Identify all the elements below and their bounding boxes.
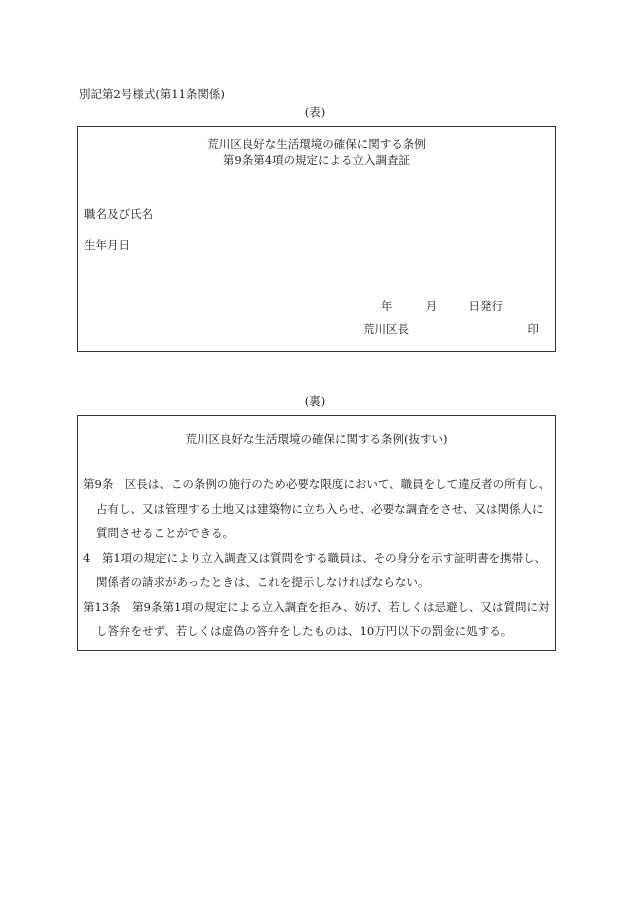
front-title-line1: 荒川区良好な生活環境の確保に関する条例	[207, 137, 426, 151]
mayor-label: 荒川区長	[363, 322, 409, 336]
name-label: 職名及び氏名	[84, 207, 153, 221]
issue-label: 日発行	[468, 299, 503, 313]
form-label: 別記第2号様式(第11条関係)	[79, 87, 225, 101]
inspection-certificate-back	[77, 415, 556, 651]
article-9: 第9条 区長は、この条例の施行のため必要な限度において、職員をして違反者の所有し、占有し、又は管理する土地又は建築物に立ち入らせ、必要な調査をさせ、又は関係人に質問させることができる。	[83, 477, 551, 540]
article-13: 第13条 第9条第1項の規定による立入調査を拒み、妨げ、若しくは忌避し、又は質問に対し答弁をせず、若しくは虚偽の答弁をしたものは、10万円以下の罰金に処する。	[83, 599, 550, 638]
front-title-line2: 第9条第4項の規定による立入調査証	[222, 153, 411, 167]
front-title	[78, 136, 555, 168]
back-title: 荒川区良好な生活環境の確保に関する条例(抜すい)	[185, 432, 448, 446]
year-label: 年	[380, 299, 393, 313]
article-9-paragraph-4: 4 第1項の規定により立入調査又は質問をする職員は、その身分を示す証明書を携帯し、関係者の請求があったときは、これを提示しなければならない。	[83, 550, 547, 589]
seal-label: 印	[527, 322, 539, 336]
birth-date-label: 生年月日	[84, 238, 130, 252]
issue-date	[381, 298, 503, 314]
month-label: 月	[425, 299, 438, 313]
article-list	[83, 472, 551, 644]
front-side-label: (表)	[304, 105, 326, 119]
inspection-certificate-front	[77, 126, 556, 352]
back-side-label: (裏)	[304, 394, 326, 408]
